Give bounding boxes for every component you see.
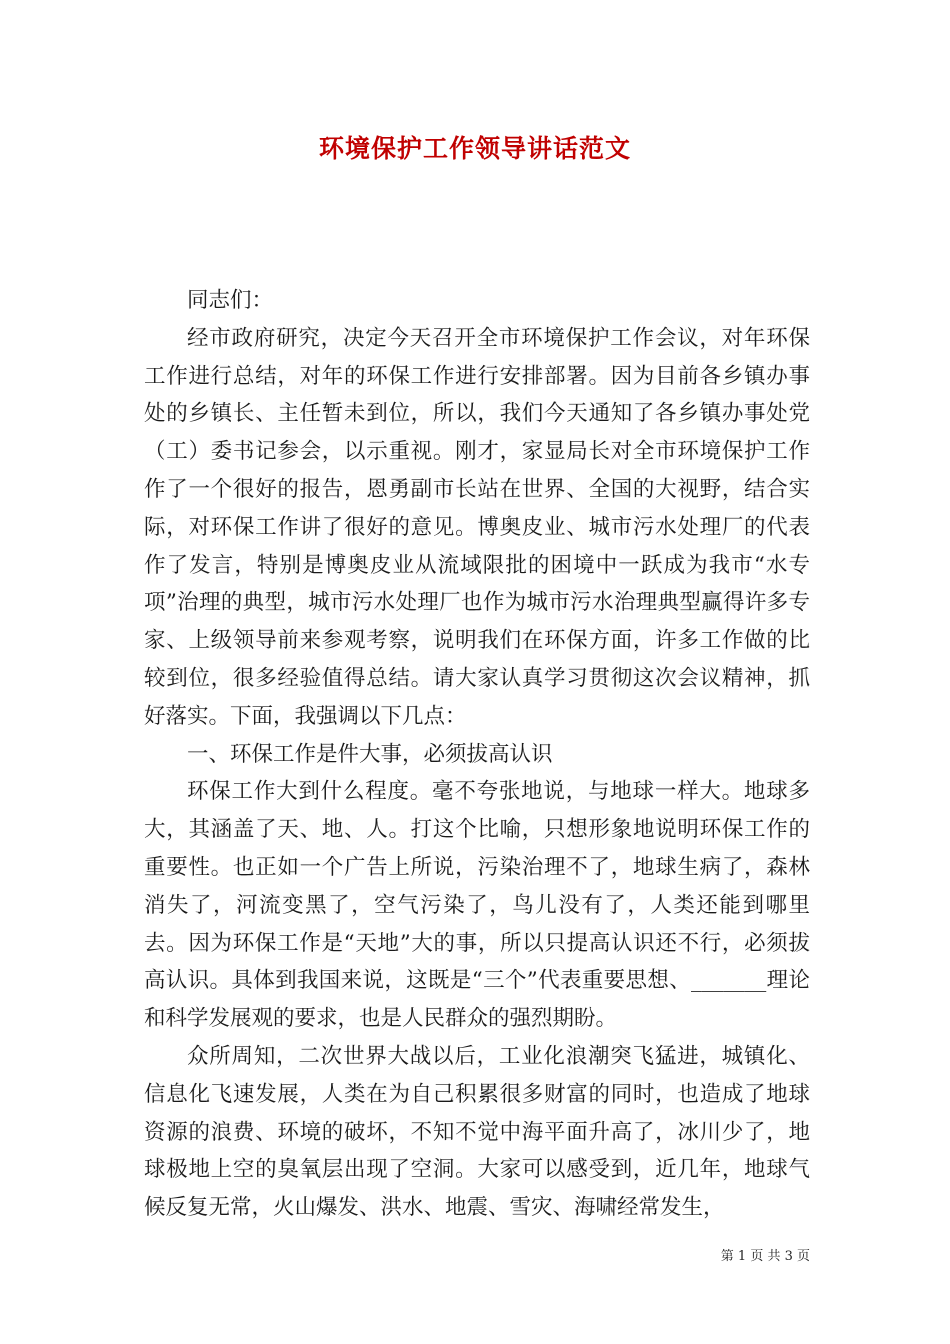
intro-paragraph: 经市政府研究，决定今天召开全市环境保护工作会议，对年环保工作进行总结，对年的环保工作进行安排部署。因为目前各乡镇办事处的乡镇长、主任暂未到位，所以，我们今天通知了各乡镇办事处党（工）委书记参会，以示重视。刚才，家显局长对全市环境保护工作作了一个很好的报告，恩勇副市长站在世界、全国的大视野，结合实际，对环保工作讲了很好的意见。博奥皮业、城市污水处理厂的代表作了发言，特别是博奥皮业从流域限批的困境中一跃成为我市“水专项”治理的典型，城市污水处理厂也作为城市污水治理典型赢得许多专家、上级领导前来参观考察，说明我们在环保方面，许多工作做的比较到位，很多经验值得总结。请大家认真学习贯彻这次会议精神，抓好落实。下面，我强调以下几点： xyxy=(144,325,810,729)
page-number-footer: 第 1 页 共 3 页 xyxy=(720,1249,810,1264)
document-title: 环境保护工作领导讲话范文 xyxy=(318,134,631,163)
section-1-paragraph-2: 众所周知，二次世界大战以后，工业化浪潮突飞猛进，城镇化、信息化飞速发展，人类在为自己积累很多财富的同时，也造成了地球资源的浪费、环境的破坏，不知不觉中海平面升高了，冰川少了，地球极地上空的臭氧层出现了空洞。大家可以感受到，近几年，地球气候反复无常，火山爆发、洪水、地震、雪灾、海啸经常发生， xyxy=(144,1043,810,1221)
salutation-paragraph: 同志们： xyxy=(187,288,274,313)
section-1-paragraph-1: 环保工作大到什么程度。毫不夸张地说，与地球一样大。地球多大，其涵盖了天、地、人。打这个比喻，只想形象地说明环保工作的重要性。也正如一个广告上所说，污染治理不了，地球生病了，森林消失了，河流变黑了，空气污染了，鸟儿没有了，人类还能到哪里去。因为环保工作是“天地”大的事，所以只提高认识还不行，必须拔高认识。具体到我国来说，这既是“三个”代表重要思想、_______理论和科学发展观的要求，也是人民群众的强烈期盼。 xyxy=(144,779,810,1032)
section-heading-1: 一、环保工作是件大事，必须拔高认识 xyxy=(187,741,553,767)
document-body xyxy=(144,282,810,1227)
